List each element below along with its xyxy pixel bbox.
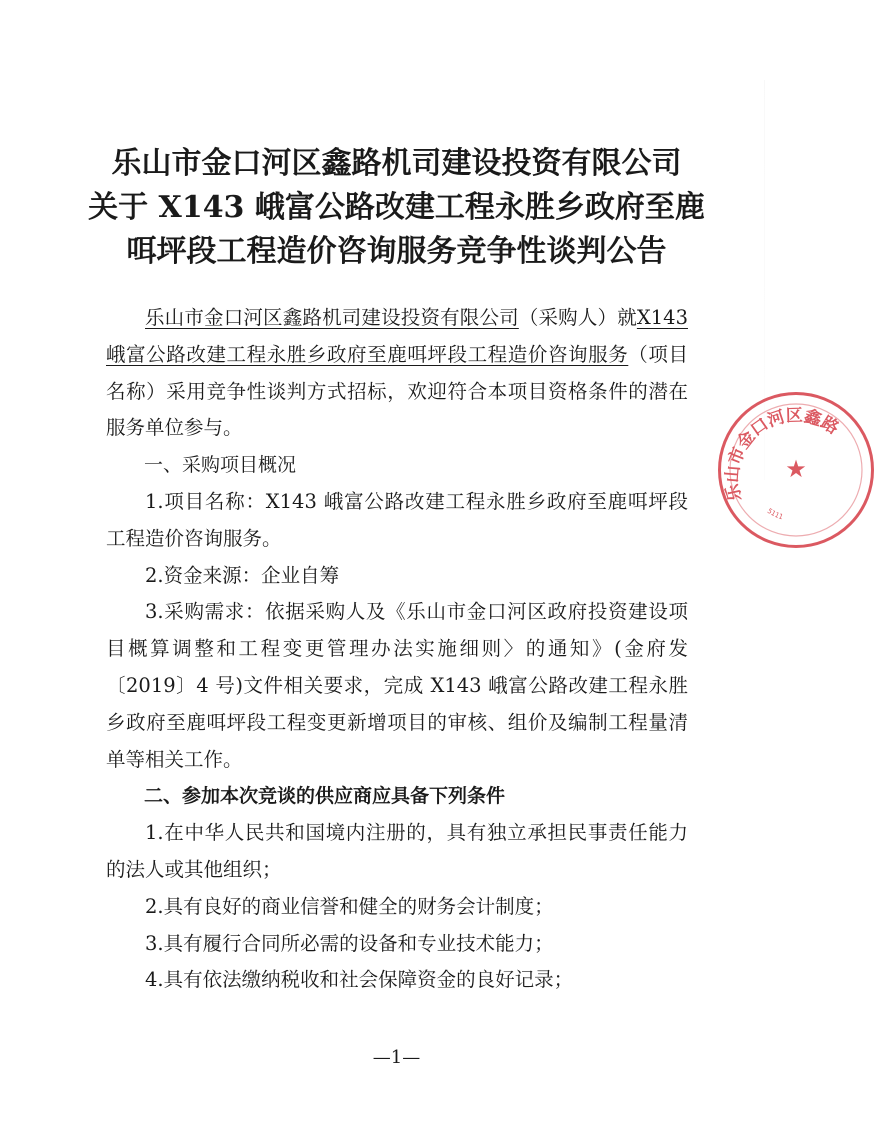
- purchaser-name: 乐山市金口河区鑫路机司建设投资有限公司: [145, 306, 519, 329]
- section1-item-2: 2.资金来源：企业自筹: [145, 563, 340, 587]
- title-line-2: 关于 X143 峨富公路改建工程永胜乡政府至鹿: [88, 190, 705, 225]
- section1-heading: 一、采购项目概况: [144, 454, 297, 477]
- project-name: X143 峨富公路改建工程永胜乡政府至鹿咡坪段工程造价咨询服务: [106, 306, 688, 366]
- section2-item-2: 2.具有良好的商业信誉和健全的财务会计制度；: [145, 894, 554, 918]
- page-number: —1—: [372, 1047, 421, 1068]
- title-line-3: 咡坪段工程造价咨询服务竞争性谈判公告: [126, 234, 667, 269]
- purchaser-role: （采购人）就: [518, 306, 637, 329]
- company-seal-stamp: [718, 392, 874, 548]
- intro-paragraph: [106, 300, 688, 447]
- section2-item-3: 3.具有履行合同所必需的设备和专业技术能力；: [145, 931, 554, 955]
- section1-item-1: 1.项目名称：X143 峨富公路改建工程永胜乡政府至鹿咡坪段工程造价咨询服务。: [106, 489, 688, 550]
- intro-rest: （项目名称）采用竞争性谈判方式招标，欢迎符合本项目资格条件的潜在服务单位参与。: [106, 342, 688, 440]
- seal-digits: 5111: [765, 506, 784, 522]
- seal-text: 乐山市金口河区鑫路: [722, 405, 843, 503]
- seal-graphic: [721, 395, 871, 545]
- section2-heading: 二、参加本次竞谈的供应商应具备下列条件: [144, 785, 506, 808]
- section2-item-4: 4.具有依法缴纳税收和社会保障资金的良好记录；: [145, 968, 574, 992]
- section2-item-1: 1.在中华人民共和国境内注册的，具有独立承担民事责任能力的法人或其他组织；: [106, 821, 688, 881]
- seal-star-icon: ★: [785, 455, 807, 483]
- document-title: [0, 142, 793, 274]
- section1-item-3: 3.采购需求：依据采购人及《乐山市金口河区政府投资建设项目概算调整和工程变更管理办法实施细则〉的通知》(金府发〔2019〕4 号)文件相关要求，完成 X143 峨富公路改建工程永胜乡政府至鹿咡坪段工程变更新增项目的审核、组价及编制工程量清单等相关工作。: [106, 600, 688, 771]
- title-line-1: 乐山市金口河区鑫路机司建设投资有限公司: [111, 146, 682, 181]
- document-body: [106, 300, 688, 999]
